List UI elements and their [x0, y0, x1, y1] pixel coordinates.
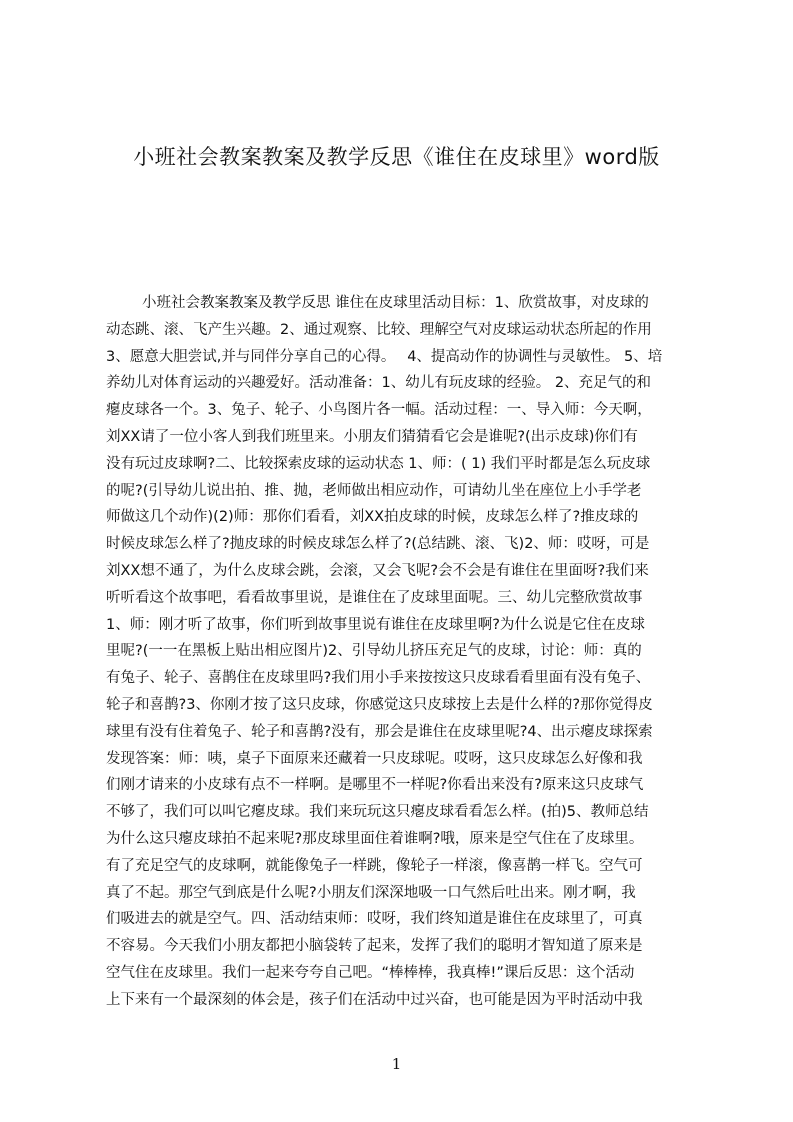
body-line: 有兔子、轮子、喜鹊住在皮球里吗?我们用小手来按按这只皮球看看里面有没有兔子、	[106, 670, 651, 687]
body-line: 里呢?(一一在黑板上贴出相应图片)2、引导幼儿挤压充足气的皮球，讨论：师：真的	[106, 643, 642, 660]
body-line: 1、师：刚才听了故事，你们听到故事里说有谁住在皮球里啊?为什么说是它住在皮球	[106, 616, 645, 633]
body-line: 师做这几个动作)(2)师：那你们看看，刘XX拍皮球的时候，皮球怎么样了?推皮球的	[106, 509, 639, 526]
body-line: 小班社会教案教案及教学反思 谁住在皮球里活动目标：1、欣赏故事，对皮球的	[142, 295, 649, 311]
body-line: 们刚才请来的小皮球有点不一样啊。是哪里不一样呢?你看出来没有?原来这只皮球气	[106, 777, 644, 794]
body-line: 有了充足空气的皮球啊，就能像兔子一样跳，像轮子一样滚，像喜鹊一样飞。空气可	[106, 857, 643, 874]
body-line: 听听看这个故事吧，看看故事里说，是谁住在了皮球里面呢。三、幼儿完整欣赏故事	[106, 589, 643, 606]
page-number: 1	[391, 1055, 402, 1073]
body-line: 瘪皮球各一个。3、兔子、轮子、小鸟图片各一幅。活动过程：一、导入师：今天啊，	[106, 402, 652, 419]
document-title: 小班社会教案教案及教学反思《谁住在皮球里》word版	[133, 145, 660, 169]
body-line: 真了不起。那空气到底是什么呢?小朋友们深深地吸一口气然后吐出来。刚才啊，我	[106, 884, 636, 901]
document-body	[106, 290, 698, 1014]
body-line: 养幼儿对体育运动的兴趣爱好。活动准备：1、幼儿有玩皮球的经验。 2、充足气的和	[106, 375, 652, 392]
body-line: 轮子和喜鹊?3、你刚才按了这只皮球，你感觉这只皮球按上去是什么样的?那你觉得皮	[106, 696, 653, 713]
body-line: 球里有没有住着兔子、轮子和喜鹊?没有，那会是谁住在皮球里呢?4、出示瘪皮球探索	[106, 723, 653, 740]
body-line: 为什么这只瘪皮球拍不起来呢?那皮球里面住着谁啊?哦，原来是空气住在了皮球里。	[106, 830, 644, 847]
body-line: 时候皮球怎么样了?抛皮球的时候皮球怎么样了?(总结跳、滚、飞)2、师：哎呀，可是	[106, 536, 650, 553]
body-line: 3、愿意大胆尝试,并与同伴分享自己的心得。 4、提高动作的协调性与灵敏性。 5、培	[106, 348, 663, 365]
body-line: 动态跳、滚、飞产生兴趣。2、通过观察、比较、理解空气对皮球运动状态所起的作用	[106, 321, 652, 338]
body-line: 们吸进去的就是空气。四、活动结束师：哎呀，我们终知道是谁住在皮球里了，可真	[106, 911, 643, 928]
body-line: 的呢?(引导幼儿说出拍、推、抛，老师做出相应动作，可请幼儿坐在座位上小手学老	[106, 482, 642, 499]
body-line: 不够了，我们可以叫它瘪皮球。我们来玩玩这只瘪皮球看看怎么样。(拍)5、教师总结	[106, 804, 649, 821]
body-line: 刘XX想不通了，为什么皮球会跳，会滚，又会飞呢?会不会是有谁住在里面呀?我们来	[106, 562, 649, 579]
body-line: 刘XX请了一位小客人到我们班里来。小朋友们猜猜看它会是谁呢?(出示皮球)你们有	[106, 428, 638, 445]
body-line: 不容易。今天我们小朋友都把小脑袋转了起来，发挥了我们的聪明才智知道了原来是	[106, 938, 643, 955]
body-line: 空气住在皮球里。我们一起来夸夸自己吧。“棒棒棒，我真棒!”课后反思：这个活动	[106, 964, 635, 981]
body-line: 发现答案：师：咦，桌子下面原来还藏着一只皮球呢。哎呀，这只皮球怎么好像和我	[106, 750, 643, 767]
body-line: 上下来有一个最深刻的体会是，孩子们在活动中过兴奋，也可能是因为平时活动中我	[106, 991, 643, 1008]
body-line: 没有玩过皮球啊?二、比较探索皮球的运动状态 1、师：( 1) 我们平时都是怎么玩皮球	[106, 455, 651, 472]
